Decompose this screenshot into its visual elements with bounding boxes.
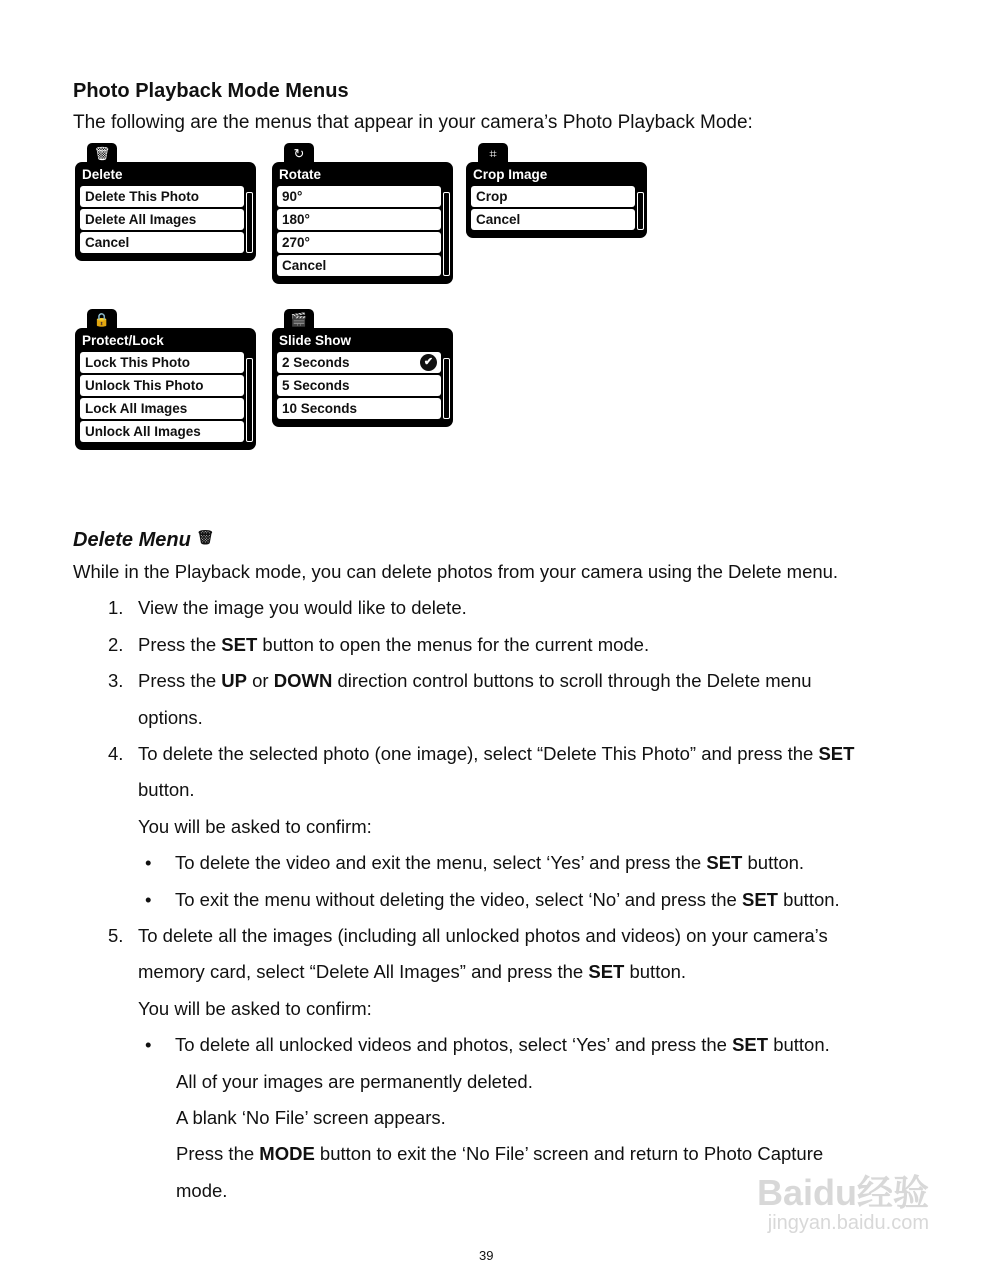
trash-icon: 🗑 xyxy=(87,143,117,165)
text-segment: While in the Playback mode, you can delete photos from your camera using the Delete menu. xyxy=(73,561,839,582)
text-line xyxy=(175,1034,830,1056)
text-segment: You will be asked to confirm: xyxy=(138,815,372,837)
menu-item-label: Cancel xyxy=(85,235,130,250)
text-segment: You will be asked to confirm: xyxy=(138,997,372,1019)
text-line xyxy=(138,998,372,1020)
menu-item xyxy=(277,232,441,253)
text-line xyxy=(176,1180,227,1202)
checkmark-icon: ✔ xyxy=(420,354,437,371)
text-segment: To delete all unlocked videos and photos, select ‘Yes’ and press the xyxy=(175,1034,733,1056)
menu-item-label: Lock All Images xyxy=(85,401,188,416)
bullet-marker: • xyxy=(145,852,152,874)
menu-item xyxy=(471,209,635,230)
bullet-marker: • xyxy=(145,1034,152,1056)
menu-item xyxy=(277,186,441,207)
text-segment: Press the xyxy=(138,633,222,655)
bold-term: DOWN xyxy=(273,670,333,692)
menu-delete xyxy=(75,146,256,261)
menu-title: Rotate xyxy=(279,167,322,182)
text-segment: To delete all the images (including all unlocked photos and videos) on your camera’s xyxy=(138,925,828,946)
menu-item-label: Cancel xyxy=(282,258,327,273)
watermark-url: jingyan.baidu.com xyxy=(767,1212,929,1234)
text-segment: To exit the menu without deleting the video, select ‘No’ and press the xyxy=(175,888,742,910)
text-line xyxy=(138,816,372,838)
menu-item xyxy=(277,375,441,396)
text-segment: button to open the menus for the current mode. xyxy=(257,633,650,655)
menu-item xyxy=(277,352,441,373)
text-segment: options. xyxy=(138,706,203,728)
list-number: 3. xyxy=(108,670,124,692)
bold-term: SET xyxy=(741,888,778,910)
text-segment: button. xyxy=(138,779,195,801)
text-line xyxy=(138,634,649,656)
menu-item xyxy=(471,186,635,207)
menu-crop-image xyxy=(466,146,647,238)
menu-title: Protect/Lock xyxy=(82,333,164,348)
text-segment: Press the xyxy=(138,670,222,692)
menu-item-label: Lock This Photo xyxy=(85,355,191,370)
scrollbar xyxy=(246,358,253,442)
bullet-marker: • xyxy=(145,888,152,910)
text-line xyxy=(138,597,467,619)
text-segment: mode. xyxy=(176,1179,228,1201)
text-segment: or xyxy=(247,670,274,692)
menu-item xyxy=(80,209,244,230)
text-line xyxy=(175,852,804,874)
text-line xyxy=(138,779,195,801)
text-line xyxy=(138,961,686,983)
menu-item-label: 10 Seconds xyxy=(282,401,358,416)
menu-item xyxy=(277,255,441,276)
menu-title: Delete xyxy=(82,167,123,182)
menu-item xyxy=(80,398,244,419)
menu-item-label: Delete All Images xyxy=(85,212,197,227)
menu-item xyxy=(277,398,441,419)
rotate-icon: ↻ xyxy=(284,143,314,165)
menu-item-label: 90° xyxy=(282,189,303,204)
list-number: 5. xyxy=(108,925,124,946)
bold-term: SET xyxy=(221,633,258,655)
bold-term: UP xyxy=(221,670,247,692)
slideshow-icon: 🎬 xyxy=(284,309,314,331)
crop-icon: ⌗ xyxy=(478,143,508,165)
text-segment: To delete the video and exit the menu, select ‘Yes’ and press the xyxy=(175,852,707,874)
menu-item-label: Delete This Photo xyxy=(85,189,200,204)
lock-icon: 🔒 xyxy=(87,309,117,331)
text-line xyxy=(176,1107,446,1129)
scrollbar xyxy=(443,192,450,276)
menu-title: Crop Image xyxy=(473,167,548,182)
text-line xyxy=(138,743,854,765)
text-line xyxy=(175,889,840,911)
scrollbar xyxy=(246,192,253,253)
text-segment: A blank ‘No File’ screen appears. xyxy=(176,1107,446,1128)
page-number: 39 xyxy=(479,1248,494,1263)
text-line xyxy=(73,561,838,583)
text-segment: button. xyxy=(777,888,840,910)
menu-item xyxy=(80,232,244,253)
menu-item xyxy=(80,421,244,442)
menu-item-label: 180° xyxy=(282,212,310,227)
bold-term: SET xyxy=(588,961,625,983)
bold-term: SET xyxy=(732,1034,769,1056)
text-segment: button. xyxy=(742,852,805,874)
text-segment: button to exit the ‘No File’ screen and return to Photo Capture xyxy=(314,1143,824,1165)
list-number: 1. xyxy=(108,597,124,619)
text-segment: button. xyxy=(768,1034,830,1056)
menu-item xyxy=(277,209,441,230)
section-title-text: Delete Menu xyxy=(73,529,191,551)
menu-item-label: Crop xyxy=(476,189,508,204)
text-line xyxy=(176,1143,823,1165)
trash-icon: 🗑 xyxy=(196,529,215,545)
list-number: 2. xyxy=(108,633,124,655)
menu-item-label: 2 Seconds xyxy=(282,355,350,370)
menu-rotate xyxy=(272,146,453,284)
menu-protect-lock xyxy=(75,312,256,450)
list-number: 4. xyxy=(108,743,124,764)
watermark-logo: Baidu经验 xyxy=(756,1172,929,1213)
menu-slide-show xyxy=(272,312,453,427)
text-line xyxy=(176,1071,533,1093)
text-segment: All of your images are permanently deleted. xyxy=(176,1070,533,1092)
text-segment: direction control buttons to scroll through the Delete menu xyxy=(332,670,812,692)
menu-item xyxy=(80,186,244,207)
menu-item-label: Cancel xyxy=(476,212,521,227)
text-segment: button. xyxy=(624,961,687,983)
text-line xyxy=(138,670,812,692)
text-line xyxy=(138,925,828,947)
intro-text: The following are the menus that appear in your camera’s Photo Playback Mode: xyxy=(73,112,753,133)
bold-term: SET xyxy=(706,852,743,874)
section-title xyxy=(73,529,214,552)
menu-title: Slide Show xyxy=(279,333,352,348)
menu-item xyxy=(80,375,244,396)
text-segment: View the image you would like to delete. xyxy=(138,597,467,619)
scrollbar xyxy=(443,358,450,419)
menu-item xyxy=(80,352,244,373)
text-segment: memory card, select “Delete All Images” and press the xyxy=(138,961,589,983)
menu-item-label: Unlock All Images xyxy=(85,424,201,439)
page-title: Photo Playback Mode Menus xyxy=(73,80,349,102)
menu-item-label: 5 Seconds xyxy=(282,378,350,393)
bold-term: MODE xyxy=(259,1143,315,1165)
bold-term: SET xyxy=(818,743,855,764)
text-segment: To delete the selected photo (one image), select “Delete This Photo” and press the xyxy=(138,743,819,764)
menu-item-label: Unlock This Photo xyxy=(85,378,204,393)
text-segment: Press the xyxy=(176,1143,260,1165)
menu-item-label: 270° xyxy=(282,235,310,250)
scrollbar xyxy=(637,192,644,230)
text-line xyxy=(138,707,203,729)
